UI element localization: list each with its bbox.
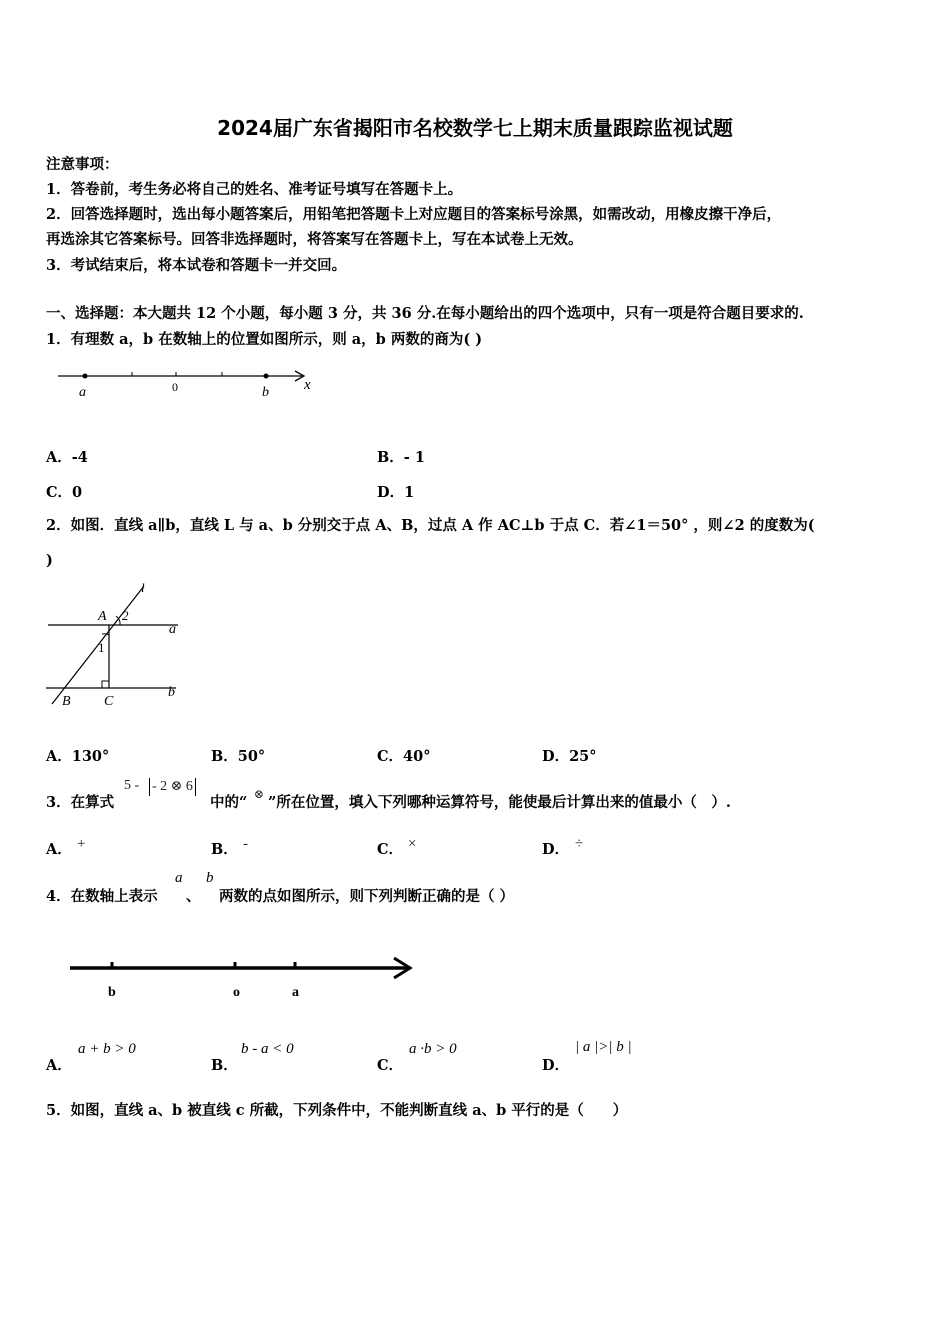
q2-option-d[interactable]: D．25° [542, 748, 597, 765]
notice-item: 1．答卷前，考生务必将自己的姓名、准考证号填写在答题卡上。 [46, 181, 463, 198]
q1-option-c[interactable]: C．0 [46, 484, 83, 501]
question-2-stem: 2．如图．直线 a∥b，直线 L 与 a、b 分别交于点 A、B，过点 A 作 AC⊥b 于点 C．若∠1＝50° ，则∠2 的度数为( [46, 517, 815, 534]
q3-option-b-symbol[interactable]: - [243, 836, 248, 852]
page-title: 2024届广东省揭阳市名校数学七上期末质量跟踪监视试题 [217, 116, 733, 140]
q3-symbol: ⊗ [254, 787, 265, 801]
q3-formula-left: 5 - [124, 778, 140, 793]
q1-label-x: x [304, 377, 311, 393]
q3-option-d-symbol[interactable]: ÷ [575, 836, 584, 852]
q2-label-C: C [104, 694, 114, 709]
q2-parallel-lines-figure [40, 578, 190, 713]
q3-option-a-letter[interactable]: A． [46, 841, 72, 858]
q4-option-a-expr[interactable]: a + b > 0 [78, 1041, 136, 1057]
q2-label-b: b [168, 685, 175, 700]
notice-item: 再选涂其它答案标号。回答非选择题时，将答案写在答题卡上，写在本试卷上无效。 [46, 231, 583, 248]
q4-option-a-letter[interactable]: A． [46, 1057, 72, 1074]
q4-label-o: o [233, 985, 240, 1000]
q3-option-c-symbol[interactable]: × [408, 836, 417, 852]
q2-label-a: a [169, 622, 176, 637]
section-heading: 一、选择题：本大题共 12 个小题，每小题 3 分，共 36 分.在每小题给出的四个选项中，只有一项是符合题目要求的. [46, 305, 804, 322]
q4-option-b-letter[interactable]: B． [211, 1057, 238, 1074]
q4-number-line-figure [64, 948, 420, 1004]
question-4-suffix: 两数的点如图所示，则下列判断正确的是（ ） [219, 888, 515, 905]
q2-label-angle2: 2 [122, 608, 129, 623]
notice-item: 2．回答选择题时，选出每小题答案后，用铅笔把答题卡上对应题目的答案标号涂黑，如需改动，用橡皮擦干净后， [46, 206, 782, 223]
q2-option-a[interactable]: A．130° [46, 748, 110, 765]
q4-var-b: b [206, 870, 214, 886]
question-5-stem: 5．如图，直线 a、b 被直线 c 所截，下列条件中，不能判断直线 a、b 平行的是（ ） [46, 1102, 628, 1119]
q4-option-c-letter[interactable]: C． [377, 1057, 404, 1074]
q1-option-d[interactable]: D．1 [377, 484, 415, 501]
q1-label-b: b [262, 385, 269, 400]
q3-option-d-letter[interactable]: D． [542, 841, 570, 858]
q3-option-a-symbol[interactable]: + [77, 836, 86, 852]
q2-label-A: A [98, 609, 107, 624]
q1-option-a[interactable]: A．-4 [46, 449, 88, 466]
q4-label-b: b [108, 985, 116, 1000]
question-2-stem-end: ) [46, 552, 53, 569]
q4-separator: 、 [186, 888, 201, 905]
q4-var-a: a [175, 870, 183, 886]
notice-heading: 注意事项： [46, 156, 119, 173]
q1-label-a: a [79, 385, 86, 400]
q4-label-a: a [292, 985, 299, 1000]
q2-option-b[interactable]: B．50° [211, 748, 266, 765]
q1-label-zero: 0 [172, 380, 178, 394]
q2-label-angle1: 1 [98, 640, 105, 655]
q3-formula-abs: - 2 ⊗ 6 [149, 778, 196, 796]
q2-option-c[interactable]: C．40° [377, 748, 431, 765]
q4-option-d-letter[interactable]: D． [542, 1057, 570, 1074]
q2-label-B: B [62, 694, 71, 709]
q1-number-line-figure [52, 362, 322, 406]
notice-item: 3．考试结束后，将本试卷和答题卡一并交回。 [46, 257, 347, 274]
q3-suffix-b: ”所在位置，填入下列哪种运算符号，能使最后计算出来的值最小（ ）. [268, 794, 731, 811]
q3-option-c-letter[interactable]: C． [377, 841, 404, 858]
q4-option-b-expr[interactable]: b - a < 0 [241, 1041, 294, 1057]
q4-option-d-expr[interactable]: | a |>| b | [575, 1039, 632, 1055]
q3-option-b-letter[interactable]: B． [211, 841, 238, 858]
q2-label-l: l [141, 580, 145, 595]
q1-option-b[interactable]: B．- 1 [377, 449, 425, 466]
q4-option-c-expr[interactable]: a ·b > 0 [409, 1041, 457, 1057]
question-1-stem: 1．有理数 a，b 在数轴上的位置如图所示，则 a，b 两数的商为( ) [46, 331, 483, 348]
question-3-prefix: 3．在算式 [46, 794, 115, 811]
q3-suffix-a: 中的“ [210, 794, 248, 811]
question-4-prefix: 4．在数轴上表示 [46, 888, 158, 905]
